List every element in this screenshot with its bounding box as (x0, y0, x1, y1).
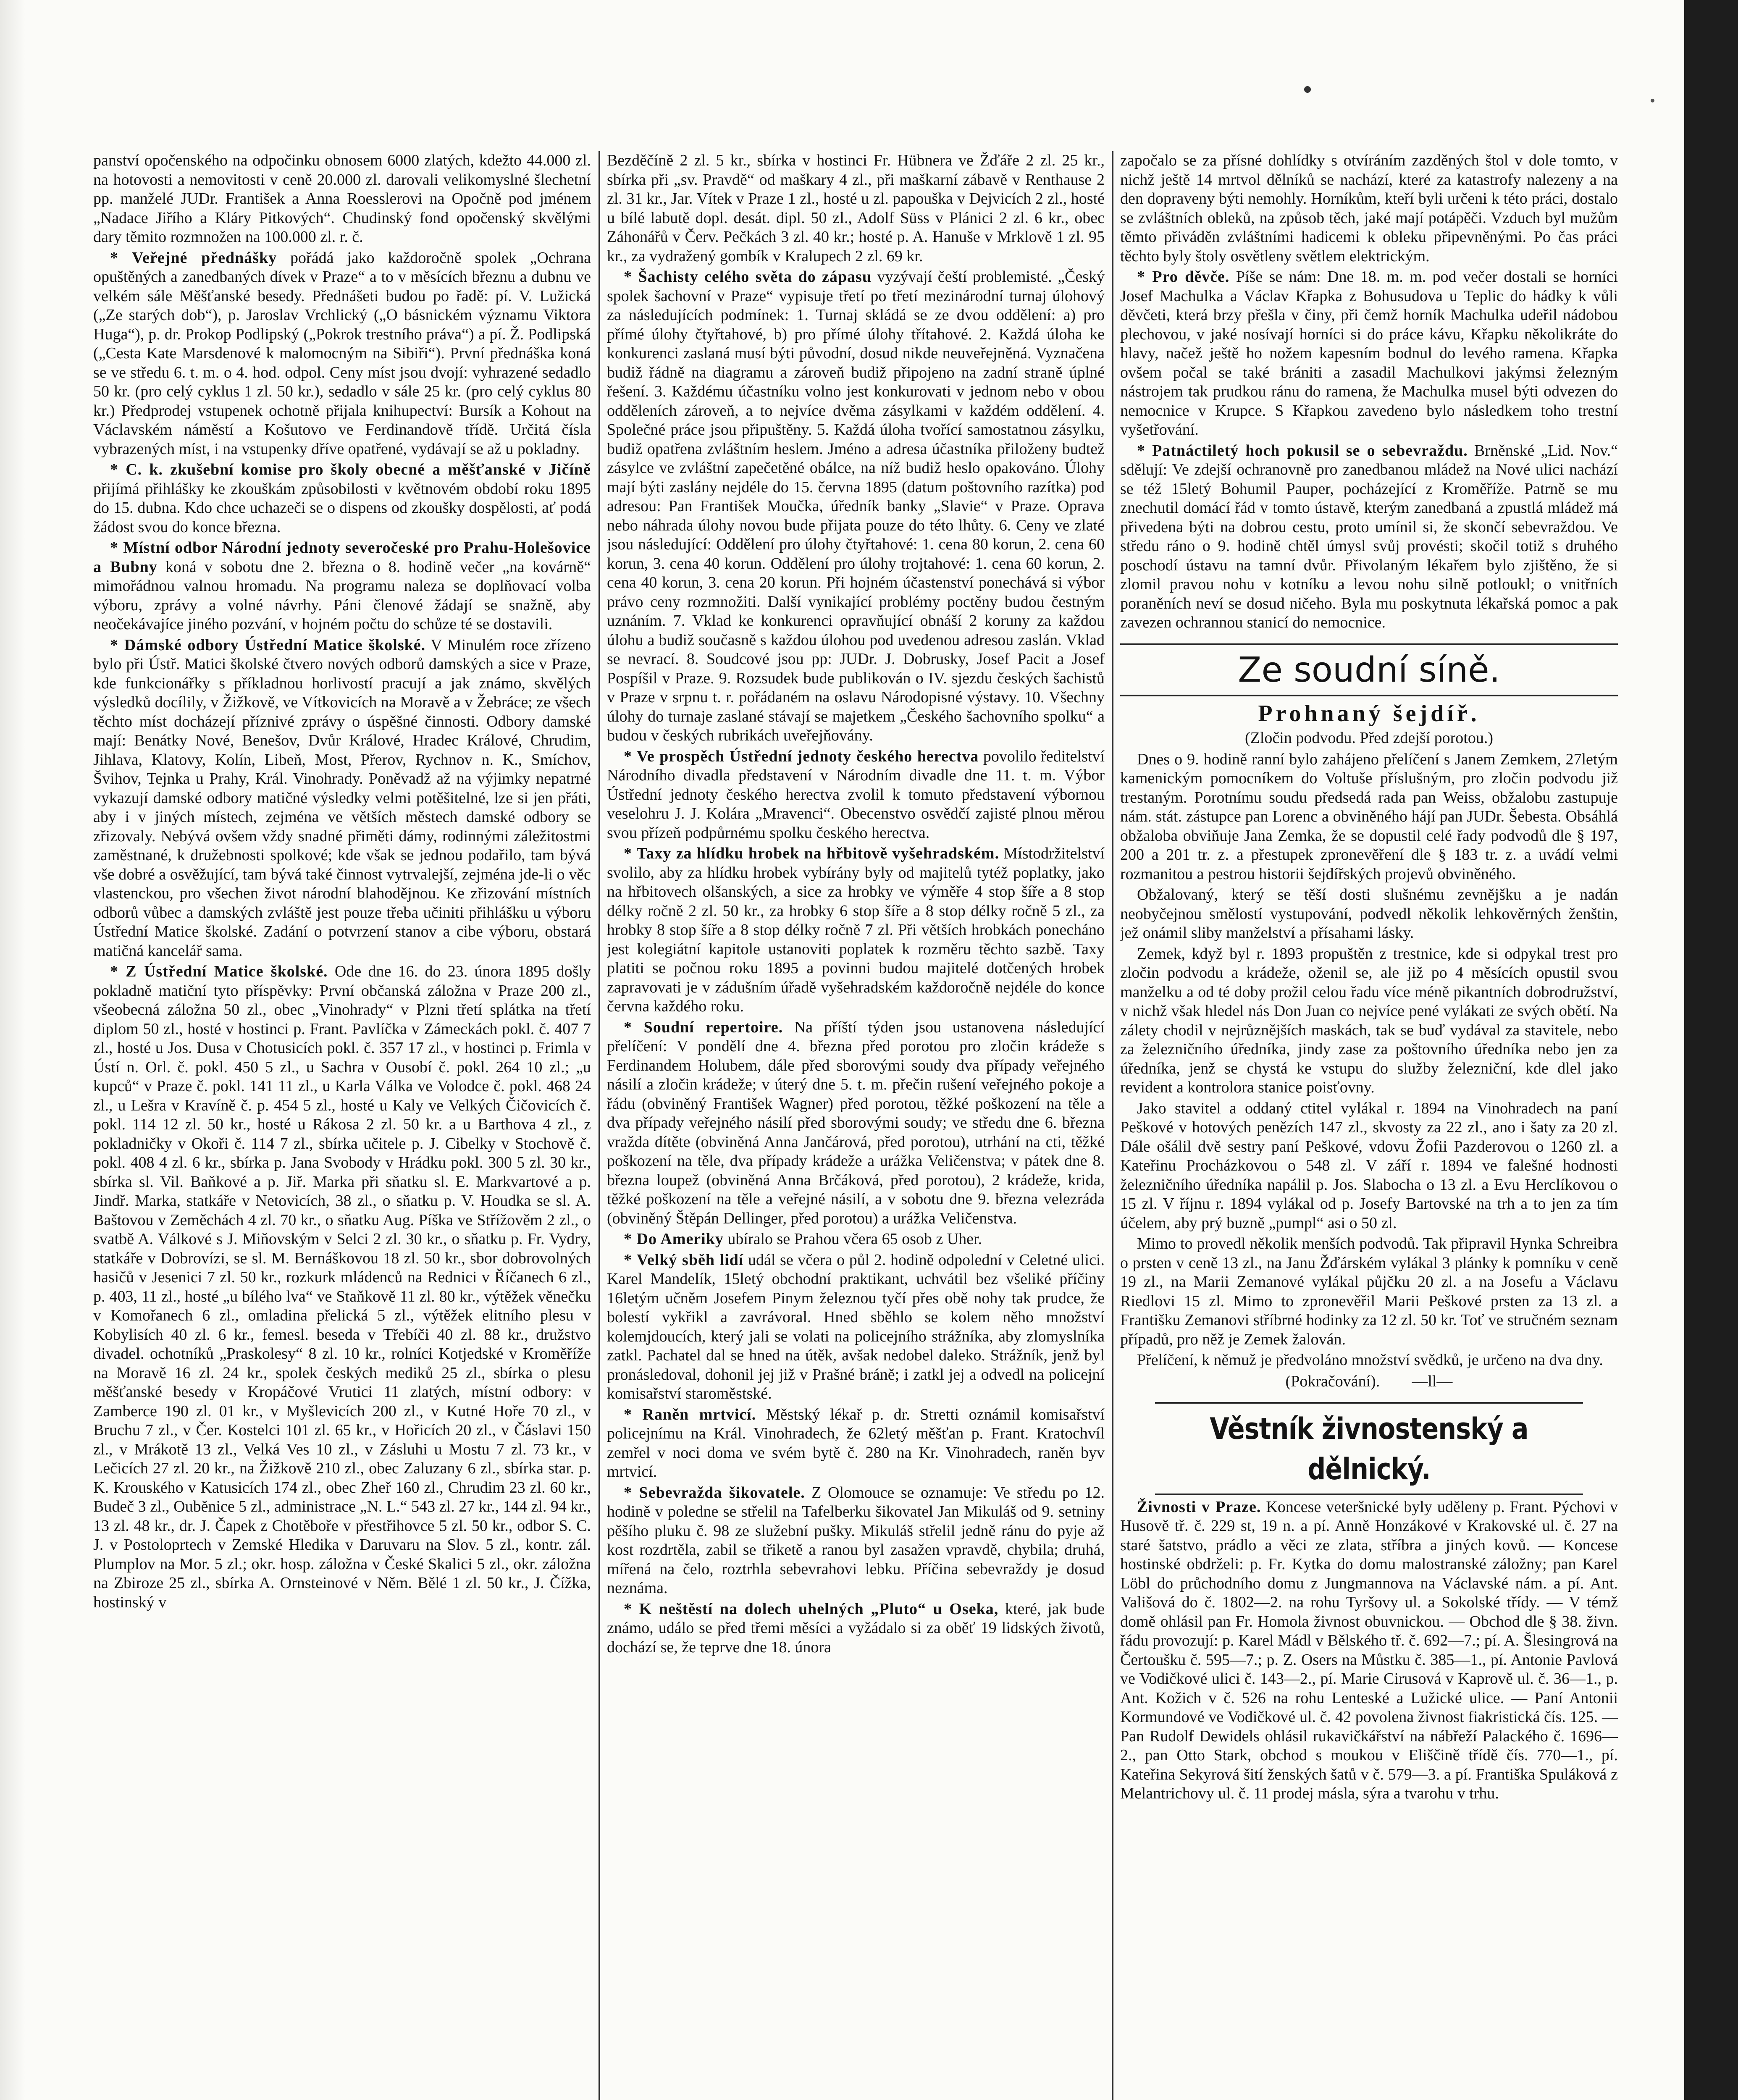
article-paragraph: * Sebevražda šikovatele. Z Olomouce se oznamuje: Ve středu po 12. hodině v poledne se střelil na Tafelberku šikovatel Jan Mikuláš od 9. setniny pěšího pluku č. 98 ze služební pušky. Mikuláš střelil jedně ránu do pyje až kost rozdrtěla, zabil se třiketě a ranou byl zasažen vpravdě, chybila; druhá, mířená na čelo, roztrhla sebevrahovi lebku. Příčina sebevraždy je dosud neznáma. (607, 1483, 1105, 1597)
article-lead-title: * Pro děvče. (1137, 268, 1230, 286)
section-heading-court: Ze soudní síně. (1120, 643, 1618, 696)
article-subheading: (Zločin podvodu. Před zdejší porotou.) (1244, 729, 1493, 747)
article-paragraph: * Pro děvče. Píše se nám: Dne 18. m. m. pod večer dostali se horníci Josef Machulka a Václav Křapka z Bohusudova u Teplic do hádky k vůli děvčeti, která brzy přešla v činy, při čemž horník Machulka udeřil nádobou plechovou, v jaké nosívají horníci si do práce kávu, Křapku několikráte do hlavy, načež ještě ho nožem kapesním bodnul do levého ramena. Křapka ovšem počal se také brániti a zasadil Machulkovi jakýmsi železným nástrojem tak prudkou ránu do ramena, že Machulka musel býti odvezen do nemocnice v Krupce. S Křapkou zavedeno bylo následkem toho trestní vyšetřování. (1120, 268, 1618, 438)
article-paragraph: * Soudní repertoire. Na příští týden jsou ustanovena následující přelíčení: V pondělí dne 4. března před porotou pro zločin krádeže s Ferdinandem Holubem, dále před sborovými soudy dva případy veřejného násilí a zločin krádeže; v úterý dne 5. t. m. přečin rušení veřejného pokoje a řádu (obviněný František Wagner) před porotou, těžké poškození na těle a dva případy veřejného násilí před sborovými soudy; ve středu dne 6. března vražda dítěte (obviněná Anna Jančárová, před porotou), utrhání na cti, těžké poškození na těle, dva případy krádeže a urážka Veličenstva; v pátek dne 8. března loupež (obviněná Anna Brčáková, před porotou), 2 krádeže, krida, těžké poškození na těle a veřejné násilí, a v sobotu dne 9. března velezráda (obviněný Štěpán Dellinger, před porotou) a urážka Veličenstva. (607, 1018, 1105, 1227)
article-paragraph: * Taxy za hlídku hrobek na hřbitově vyšehradském. Místodržitelství svolilo, aby za hlídku hrobek vybírány byly od majitelů tytéž poplatky, jako na hřbitovech olšanských, a sice za hrobky ve výměře 4 stop šíře a 8 stop délky ročně 2 zl. 50 kr., za hrobky 6 stop šíře a 8 stop délky ročně 5 zl., za hrobky 8 stop šíře a 8 stop délky ročně 7 zl. Při větších hrobkách ponecháno jest kolegiátní kapitole ustanoviti poplatek k rozměru těchto sazbě. Taxy platiti se počnou roku 1895 a povinni budou majitelé dotčených hrobek zapravovati je v zádušním úřadě vyšehradském každoročně nejdéle do konce června každého roku. (607, 845, 1105, 1015)
section-heading-trade: Věstník živnostenský a dělnický. (1155, 1402, 1583, 1495)
article-paragraph: * Šachisty celého světa do zápasu vyzývají čeští problemisté. „Český spolek šachovní v Praze“ vypisuje třetí po třetí mezinárodní turnaj úlohový za následujících podmínek: 1. Turnaj skládá se ze dvou oddělení: a) pro přímé úlohy čtyřtahové, b) pro přímé úlohy třítahové. 2. Každá úloha ke konkurenci zaslaná musí býti původní, dosud nikde neuveřejněná. Vyznačena budiž řádně na diagramu a zároveň budiž připojeno na zadní straně úplné řešení. 3. Každému účastníku volno jest konkurovati v jednom nebo v obou odděleních zároveň, a to nejvíce dvěma zásylkami v každém oddělení. 4. Společné práce jsou připuštěny. 5. Každá úloha tvořící samostatnou zásylku, budiž opatřena zvláštním heslem. Jméno a adresa účastníka přiloženy budtež zásylce ve zvláštní zapečetěné obálce, na níž budiž heslo opakováno. Úlohy mají býti zaslány nejdéle do 15. června 1895 (datum poštovního razítka) pod adresou: Pan František Moučka, úředník banky „Slavie“ v Praze. Oprava nebo náhrada úlohy novou bude přijata pouze do této lhůty. 6. Ceny ve zlaté jsou následující: Oddělení pro úlohy čtyřtahové: 1. cena 80 korun, 2. cena 60 korun, 3. cena 40 korun. Oddělení pro úlohy trojtahové: 1. cena 60 korun, 2. cena 40 korun, 3. cena 20 korun. Při hojném účastenství ponechává si výbor právo ceny rozmnožiti. Další vynikající problémy poctěny budou čestným uznáním. 7. Vklad ke konkurenci opravňující obnáší 2 koruny za každou úlohu a budiž současně s každou úlohou pod uvedenou adresou zaslán. Vklad se nevrací. 8. Soudcové jsou pp: JUDr. J. Dobrusky, Josef Pacit a Josef Pospíšil v Praze. 9. Rozsudek bude publikován o IV. sjezdu českých šachistů v Praze v srpnu t. r. pořádaném na oslavu Národopisné výstavy. 10. Všechny úlohy do turnaje zaslané stávají se majetkem „Českého šachovního spolku“ a budou v českých rubrikách uveřejňovány. (607, 268, 1105, 744)
ink-speck (1651, 99, 1654, 102)
column-divider (599, 151, 600, 2100)
article-lead-title: * Do Ameriky (624, 1230, 724, 1248)
ink-speck (1304, 86, 1311, 93)
article-paragraph: Dnes o 9. hodině ranní bylo zahájeno přelíčení s Janem Zemkem, 27letým kamenickým pomocníkem do Voltuše příslušným, pro zločin podvodu již trestaným. Porotnímu soudu předsedá rada pan Weiss, obžalobu zastupuje nám. stát. zástupce pan Lorenc a obviněného hájí pan JUDr. Šebesta. Obsáhlá obžaloba obviňuje Jana Zemka, že se dopustil celé řady podvodů dle § 197, 200 a 201 tr. z. a přestupek zpronevěření dle § 183 tr. z. a uvádí velmi rozmanitou a pestrou historii šejdířských projevů obviněného. (1120, 750, 1618, 883)
article-paragraph: Mimo to provedl několik menších podvodů. Tak připravil Hynka Schreibra o prsten v ceně 13 zl., na Janu Žďárském vylákal 3 plánky k pomníku v ceně 19 zl., na Marii Zemanové vylákal půjčku 20 zl. a na Josefu a Václavu Riedlovi 15 zl. Mimo to zpronevěřil Marii Peškové prsten za 13 zl. a Františku Zemanovi stříbrné hodinky za 12 zl. 50 kr. Toť ve stručném seznam případů, pro něž je Zemek žalován. (1120, 1235, 1618, 1348)
article-lead-title: * Z Ústřední Matice školské. (110, 963, 328, 980)
article-paragraph: * Veřejné přednášky pořádá jako každoročně spolek „Ochrana opuštěných a zanedbaných dívek v Praze“ a to v měsících březnu a dubnu ve velkém sále Měšťanské besedy. Přednášeti budou po řadě: pí. V. Lužická („Ze starých dob“), p. Jaroslav Vrchlický („O básnickém významu Viktora Huga“), p. dr. Prokop Podlipský („Pokrok trestního práva“) a pí. Ž. Podlipská („Cesta Kate Marsdenové k malomocným na Sibiři“). První přednáška koná se ve středu 6. t. m. o 4. hod. odpol. Ceny míst jsou dvojí: vyhrazené sedadlo 50 kr. (pro celý cyklus 1 zl. 50 kr.), sedadlo v sále 25 kr. (pro celý cyklus 80 kr.) Předprodej vstupenek ochotně přijala knihupectví: Bursík a Kohout na Václavském náměstí a Košutovo ve Ferdinandově třídě. Určitá čísla vybrazených míst, i na vstupenky dříve opatřené, vydávají se až u pokladny. (93, 249, 591, 458)
article-paragraph: * C. k. zkušební komise pro školy obecné a měšťanské v Jičíně přijímá přihlášky ke zkouškám způsobilosti v květnovém období roku 1895 do 15. dubna. Kdo chce uchazeči se o dispens od zkoušky dospělosti, ať podá žádost svou do konce března. (93, 461, 591, 536)
news-column-middle (607, 151, 1105, 2100)
article-lead-title: * Veřejné přednášky (110, 249, 277, 267)
article-paragraph: * K neštěstí na dolech uhelných „Pluto“ u Oseka, které, jak bude známo, událo se před třemi měsíci a vyžádalo si za oběť 19 lidských životů, dochází se, že teprve dne 18. února (607, 1600, 1105, 1656)
article-lead-title: * Ve prospěch Ústřední jednoty českého herectva (624, 747, 979, 765)
article-paragraph: * Patnáctiletý hoch pokusil se o sebevraždu. Brněnské „Lid. Nov.“ sdělují: Ve zdejší ochranovně pro zanedbanou mládež na Nové ulici nachází se též 15letý Bohumil Pauper, pocházející z Kroměříže. Patrně se mu znechutil domácí řád v tomto ústavě, kterým zanedbaná a zpustlá mládež má přivedena býti na dobrou cestu, proto umínil si, že skončí sebevraždou. Ve středu ráno o 9. hodině chtěl úmysl svůj provésti; skočil totiž s druhého poschodí ústavu na tamní dvůr. Přivolaným lékařem bylo zjištěno, že si zlomil pravou nohu v kotníku a levou nohu silně potloukl; o vnitřních poraněních neví se dosud ničeho. Byla mu poskytnuta lékařská pomoc a pak zavezen ochrannou stanicí do nemocnice. (1120, 441, 1618, 631)
article-lead-title: * Taxy za hlídku hrobek na hřbitově vyšehradském. (624, 845, 1000, 862)
article-paragraph: Přelíčení, k němuž je předvoláno množství svědků, je určeno na dva dny. (1137, 1351, 1603, 1369)
article-lead-title: * Raněn mrtvicí. (624, 1405, 756, 1423)
article-paragraph: * Z Ústřední Matice školské. Ode dne 16. do 23. února 1895 došly pokladně matiční tyto příspěvky: První občanská záložna v Praze 200 zl., všeobecná záložna 50 zl., obec „Vinohrady“ v Plzni třetí splátka na třetí diplom 50 zl., hosté v hostinci p. Frant. Pavlíčka v Zámeckách pokl. č. 407 7 zl., hosté u Jos. Dusa v Chotusicích pokl. č. 357 17 zl., v hostinci p. Frimla v Ústí n. Orl. č. pokl. 450 5 zl., u Sachra v Ousobí č. pokl. 264 10 zl.; „u kupců“ v Praze č. pokl. 141 11 zl., u Karla Válka ve Volodce č. pokl. 468 24 zl., u Lešra v Kravíně č. p. 454 5 zl., hosté u Kaly ve Velkých Čičovicích č. pokl. 114 12 zl. 50 kr., hosté u Rákosa 2 zl. 50 kr. a u Barthova 4 zl., z pokladničky v Okoři č. 114 7 zl., sbírka učitele p. J. Cibelky v Stochově č. pokl. 408 4 zl. 6 kr., sbírka p. Jana Svobody v Hrádku pokl. 300 5 zl. 30 kr., sbírka sl. Vil. Baňkové a p. Jiř. Marka při sňatku sl. E. Markvartové a p. Jindř. Marka, statkáře v Netovicích, 38 zl., o sňatku p. V. Houdka se sl. A. Baštovou v Zeměchách 4 zl. 70 kr., o sňatku Aug. Píška ve Střížověm 2 zl., o svatbě A. Válkové s J. Miňovským v Selci 2 zl. 30 kr., o sňatku p. Fr. Vydry, statkáře v Dobrovízi, se sl. M. Bernáškovou 18 zl. 50 kr., sbor dobrovolných hasičů v Jesenici 7 zl. 50 kr., rozkurk mládenců na Rednici v Říčanech 6 zl., p. 403, 11 zl., hosté „u bílého lva“ ve Staňkově 11 zl. 80 kr., výtěžek věnečku v Komořanech 6 zl., omladina přelická 5 zl., výtěžek elitního plesu v Kobylisích 40 zl. 6 kr., femesl. beseda v Třebíči 40 zl. 88 kr., družstvo divadel. ochotníků „Praskolesy“ 8 zl. 10 kr., rolníci Kotjedské v Kroměříže na Moravě 16 zl. 24 kr., spolek českých mediků 25 zl., sbírka o plesu měšťanské besedy v Kropáčové Vrutici 11 zlatých, místní odbory: v Zamberce 190 zl. 01 kr., v Myšlevicích 200 zl., v Kutné Hoře 70 zl., v Bruchu 7 zl., v Čer. Kostelci 101 zl. 65 kr., v Hořicích 20 zl., v Čáslavi 150 zl., v Mrákotě 13 zl., Velká Ves 10 zl., v Zásluhi u Mostu 7 zl. 73 kr., v Lečicích 27 zl. 20 kr., na Žižkově 210 zl., obec Zaluzany 6 zl., sbírka star. p. K. Krouského v Katusicích 174 zl., obec Zheř 160 zl., Chrudim 23 zl. 60 kr., Budeč 3 zl., Oubĕnice 5 zl., administrace „N. L.“ 543 zl. 27 kr., 144 zl. 94 kr., 13 zl. 48 kr., dr. J. Čapek z Chotěboře v přestřihovce 5 zl. 50 kr., odbor S. C. J. v Postoloprtech v Zemské Hledika v Daruvaru na Slov. 5 zl., kontr. zál. Plumplov na Mor. 5 zl.; okr. hosp. záložna v České Skalici 5 zl., okr. záložna na Zbiroze 25 zl., sbírka A. Ornsteinové v Něm. Bělé 1 zl. 50 kr., J. Čížka, hostinský v (93, 963, 591, 1611)
article-paragraph: Jako stavitel a oddaný ctitel vylákal r. 1894 na Vinohradech na paní Peškové v hotových penězích 147 zl., skvosty za 22 zl., ano i šaty za 20 zl. Dále ošálil dvě sestry paní Peškové, vdovu Žofii Pazderovou o 1260 zl. a Kateřinu Procházkovou o 548 zl. V září r. 1894 ve falešné hodnosti železničního úředníka napálil p. Jos. Slabocha o 13 zl. a Evu Herclíkovou o 15 zl. V říjnu r. 1894 vylákal od p. Josefy Bartovské na trh a to jen za tím účelem, aby prý buzně „pumpl“ asi o 50 zl. (1120, 1099, 1618, 1232)
news-column-right (1120, 151, 1618, 2100)
column-divider (1112, 151, 1113, 2100)
article-lead-title: * Šachisty celého světa do zápasu (624, 268, 872, 286)
article-lead-title: * Velký sběh lidí (624, 1251, 744, 1269)
article-paragraph: panství opočenského na odpočinku obnosem 6000 zlatých, kdežto 44.000 zl. na hotovosti a nemovitosti v ceně 20.000 zl. darovali velikomyslné šlechetní pp. manželé JUDr. František a Anna Roesslerovi na Opočně pod jménem „Nadace Jiřího a Kláry Pitkových“. Chudinský fond opočenský skvělými dary těmito rozmnožen na 100.000 zl. r. č. (93, 152, 591, 246)
article-paragraph: * Velký sběh lidí udál se včera o půl 2. hodině odpolední v Celetné ulici. Karel Mandelík, 15letý obchodní praktikant, uchvátil bez všeliké příčiny 16letým učněm Josefem Pinym železnou tyčí přes obě nohy tak prudce, že bolestí vykřikl a zavrávoral. Hned sběhlo se kolem něho množství kolemjdoucích, který jali se volati na policejního strážníka, aby zlomyslníka zatkl. Pachatel dal se hned na útěk, avšak nedobel daleko. Strážník, jenž byl pronásledoval, dohonil jej již v Prašné bráně; i zatkl jej a odvedl na policejní komisařství staroměstské. (607, 1251, 1105, 1402)
article-paragraph: Zemek, když byl r. 1893 propuštěn z trestnice, kde si odpykal trest pro zločin podvodu a krádeže, oženil se, ale již po 4 měsících opustil svou manželku a od té doby prožil celou řadu více méně pikantních dobrodružství, v nichž však hledel nás Don Juan co nejvíce pené vylákati ze svých obětí. Na záletу chodil v nejrůznějších maskách, tak se buď vydával za stavitele, nebo za železničního úředníka, jindy zase za poštovního úředníka nebo jen za úředníka, jenž se chystá ke vstupu do služby železniční, kde dlel jako revident a kontrolora stanice poisťovny. (1120, 945, 1618, 1096)
article-lead-title: * Místní odbor Národní jednoty severočeské pro Prahu-Holešovice a Bubny (93, 539, 591, 576)
article-paragraph: Obžalovaný, který se těší dosti slušnému zevnějšku a je nadán neobyčejnou smělostí vystupování, podvedl několik lehkověrných ženštin, jež onámil sliby manželství a přísahami lásky. (1120, 886, 1618, 942)
article-signoff: (Pokračování). —ll— (1285, 1372, 1453, 1390)
article-paragraph: * Dámské odbory Ústřední Matice školské. V Minulém roce zřízeno bylo při Ústř. Matici školské čtvero nových odborů damských a sice v Praze, kde funkcionářky s příkladnou horlivostí pracují a jak známo, skvělých výsledků docílily, v Žižkově, ve Vítkovicích na Moravě a v Žebráce; ze všech těchto míst docházejí příznivé zprávy o úspěšné činnosti. Odbory damské mají: Benátky Nové, Benešov, Dvůr Králové, Hradec Králové, Chrudim, Jihlava, Klatovy, Kolín, Libeň, Most, Přerov, Rychnov n. K., Smíchov, Švihov, Tejnka u Prahy, Král. Vinohrady. Poněvadž až na výjimky nepatrné vykazují damské odbory matičné výsledky velmi potěšitelné, lze si jen přáti, aby i v jiných místech, zejména ve větších městech damské odbory se zřizovaly. Nebývá ovšem vždy snadné přiměti dámy, rodinnými záležitostmi zaměstnané, k družebnosti spolkové; kde však se jednou podařilo, tam bývá vše dobré a osvěžující, tam bývá také činnost vytrvalejší, zejména jde-li o věc vlastenckou, pro všechen život národní blahodějnou. Ke zřizování místních odborů vůbec a damských zvláště jest pouze třeba učiniti přihlášku u výboru Ústřední Matice školské. Zadání o potvrzení stanov a cibe výboru, obstará matičná kancelář sama. (93, 636, 591, 960)
article-heading: Prohnaný šejdíř. (1258, 700, 1480, 727)
news-column-left (93, 151, 591, 2100)
article-paragraph: * Raněn mrtvicí. Městský lékař p. dr. Stretti oznámil komisařství policejnímu na Král. Vinohradech, že 62letý měšťan p. Frant. Kratochvíl zemřel v noci doma ve svém bytě č. 280 na Kr. Vinohradech, raněn byv mrtvicí. (607, 1405, 1105, 1480)
article-paragraph: * Místní odbor Národní jednoty severočeské pro Prahu-Holešovice a Bubny koná v sobotu dne 2. března o 8. hodině večer „na kovárně“ mimořádnou valnou hromadu. Na programu naleza se doplňovací volba výboru, zprávy a volné návrhy. Páni členové žádají se snažně, aby neočekávajíce jiného pozvání, v hojném počtu do schůze té se dostavili. (93, 539, 591, 633)
article-lead-title: * K neštěstí na dolech uhelných „Pluto“ u Oseka, (624, 1600, 999, 1618)
article-lead-title: * Dámské odbory Ústřední Matice školské. (110, 636, 426, 654)
article-lead-title: Živnosti v Praze. (1137, 1498, 1261, 1516)
article-paragraph: započalo se za přísné dohlídky s otvíráním zazděných štol v dole tomto, v nichž ještě 14 mrtvol dělníků se nachází, které za katastrofy nalezeny a na den dopraveny býti nemohly. Horníkům, kteří byli určeni k této práci, dostalo se zvláštních obleků, na způsob těch, jaké mají potápěči. Vzduch byl mužům těmto přiváděn zvláštními hadicemi k obleku připevněnými. Po čas práci těchto byly štoly osvětleny světlem elektrickým. (1120, 152, 1618, 265)
article-lead-title: * Patnáctiletý hoch pokusil se o sebevraždu. (1137, 441, 1468, 459)
article-paragraph: Živnosti v Praze. Koncese veteršnické byly uděleny p. Frant. Pýchovi v Husově tř. č. 229 st, 19 n. a pí. Anně Honzákové v Krakovské ul. č. 27 na staré šatstvo, prádlo a věci ze zlata, stříbra a jiných kovů. — Koncese hostinské obdrželi: p. Fr. Kytka do domu malostranské záložny; pan Karel Löbl do průchodního domu z Jungmannova na Václavské nám. a pí. Ant. Vališová do č. 1802—2. na rohu Tyršovy ul. a Sokolské třídy. — V témž domě ohlásil pan Fr. Homola živnost obuvnickou. — Obchod dle § 38. živn. řádu provozují: p. Karel Mádl v Bělského tř. č. 692—7.; pí. A. Šlesingrová na Čertoušku č. 595—7.; p. Z. Osers na Můstku č. 385—1., pí. Antonie Pavlová ve Vodičkové ulici č. 143—2., pí. Marie Cirusová v Kaprově ul. č. 36—1., p. Ant. Kožich v č. 526 na rohu Lenteské a Lužické ulice. — Paní Antonii Kormundové ve Vodičkové ul. č. 42 povolena živnost fiakristická čís. 125. — Pan Rudolf Dewidels ohlásil rukavičkářství na nábřeží Palackého č. 1696—2., pan Otto Stark, obchod s moukou v Eliščině třídě čís. 770—1., pí. Kateřina Sekyrová šití ženských šatů v č. 579—3. a pí. Františka Spuláková z Melantrichovy ul. č. 11 prodej másla, sýra a tvarohu v trhu. (1120, 1498, 1618, 1802)
article-lead-title: * Soudní repertoire. (624, 1018, 783, 1036)
scan-right-border (1684, 0, 1738, 2100)
article-paragraph: * Ve prospěch Ústřední jednoty českého herectva povolilo ředitelství Národního divadla představení v Národním divadle dne 11. t. m. Výbor Ústřední jednoty českého herectva zvolil k tomuto představení výbornou veselohru J. J. Kolára „Mravenci“. Obecenstvo osvědčí zajisté plnou měrou svou přízeň podpůrnému spolku českého herectva. (607, 747, 1105, 842)
article-paragraph: * Do Ameriky ubíralo se Prahou včera 65 osob z Uher. (624, 1230, 982, 1248)
article-paragraph: Bezděčíně 2 zl. 5 kr., sbírka v hostinci Fr. Hübnera ve Žďáře 2 zl. 25 kr., sbírka při „sv. Pravdě“ od maškary 4 zl., při maškarní zábavě v Renthause 2 zl. 31 kr., Jar. Vítek v Praze 1 zl., hosté u zl. papouška v Dejvicích 2 zl., hosté u bílé labutě dopl. desát. dipl. 50 zl., Adolf Süss v Plánici 2 zl. 6 kr., obec Záhonářů v Červ. Pečkách 3 zl. 40 kr.; hosté p. A. Hanuše v Mrklově 1 zl. 95 kr., za vydražený gombík v Kralupech 2 zl. 69 kr. (607, 152, 1105, 265)
page-left-shade (0, 0, 25, 2100)
article-lead-title: * Sebevražda šikovatele. (624, 1483, 805, 1502)
article-lead-title: * C. k. zkušební komise pro školy obecné a měšťanské v Jičíně (110, 461, 591, 478)
